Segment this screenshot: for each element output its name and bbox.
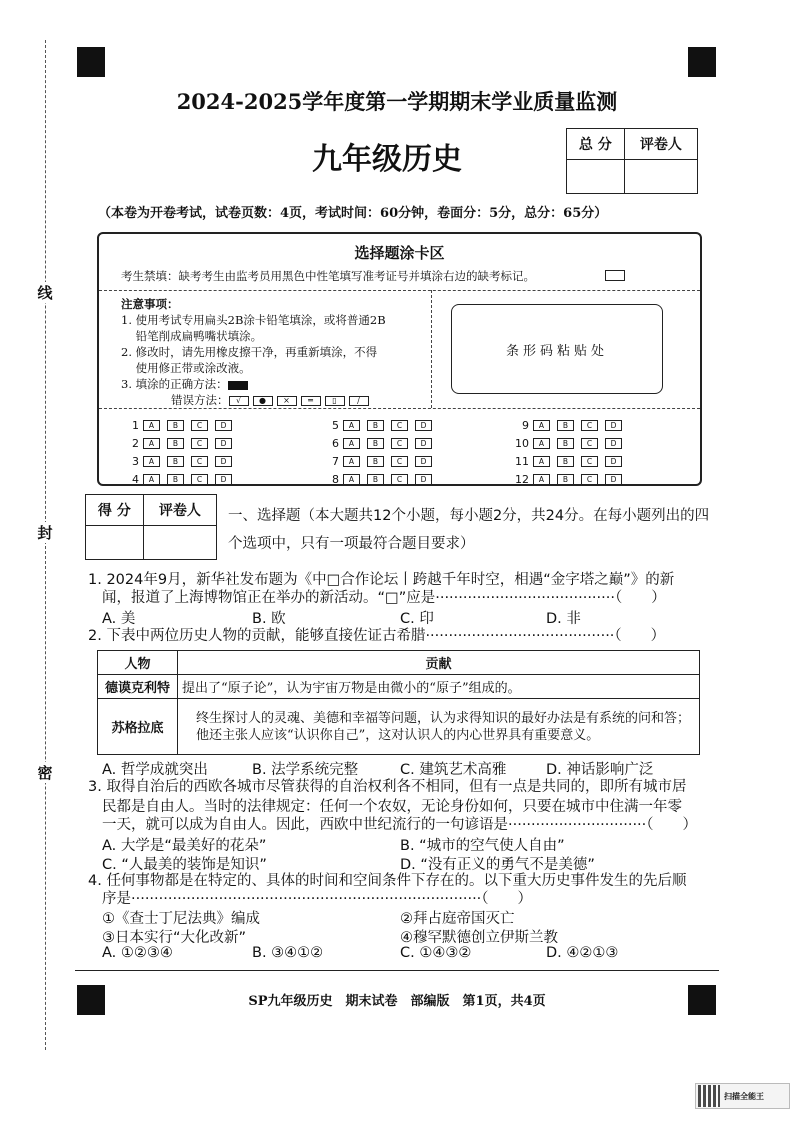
- answer-bubble[interactable]: A: [343, 438, 360, 449]
- q1-line1: 1. 2024年9月，新华社发布题为《中□合作论坛丨跨越千年时空，相遇“金字塔之巅”》的新: [88, 572, 675, 588]
- answer-bubble[interactable]: D: [415, 420, 432, 431]
- q1-option-a: A. 美: [102, 611, 136, 627]
- question-number: 3: [132, 455, 139, 468]
- q4-item-2: ②拜占庭帝国灭亡: [400, 911, 515, 927]
- answer-bubble[interactable]: C: [581, 456, 598, 467]
- q4-line2: 序是············································································（ ）: [102, 891, 533, 907]
- section-grader-cell[interactable]: [143, 526, 216, 560]
- answer-bubble[interactable]: B: [167, 438, 184, 449]
- q2-person-2: 苏格拉底: [98, 699, 178, 755]
- absent-mark-box[interactable]: [605, 270, 625, 281]
- note-line-wrong: [121, 392, 426, 408]
- wrong-mark-dot: ●: [253, 396, 273, 406]
- answer-bubble[interactable]: B: [367, 456, 384, 467]
- question-number: 10: [515, 437, 529, 450]
- answer-row: [121, 436, 239, 451]
- q2-option-b: B. 法学系统完整: [252, 762, 359, 778]
- answer-bubble[interactable]: C: [581, 474, 598, 485]
- answer-bubble[interactable]: D: [415, 438, 432, 449]
- exam-notice: （本卷为开卷考试，试卷页数：4页，考试时间：60分钟，卷面分：5分，总分：65分）: [98, 206, 608, 221]
- answer-row: [321, 454, 439, 469]
- q2-contribution-1: 提出了“原子论”，认为宇宙万物是由微小的“原子”组成的。: [178, 675, 700, 699]
- answer-card-title: 选择题涂卡区: [354, 244, 445, 262]
- answer-bubble[interactable]: A: [533, 438, 550, 449]
- answer-bubble[interactable]: A: [343, 456, 360, 467]
- total-score-cell[interactable]: [567, 160, 625, 194]
- q4-item-1: ①《查士丁尼法典》编成: [102, 911, 260, 927]
- section-grader-label: 评卷人: [143, 495, 216, 526]
- question-number: 11: [515, 455, 529, 468]
- total-score-box: [566, 128, 698, 194]
- scanner-logo-text: 扫描全能王: [724, 1091, 764, 1101]
- q1-line2: 闻，报道了上海博物馆正在举办的新活动。“□”应是·······································（ ）: [102, 590, 666, 606]
- answer-bubble[interactable]: A: [343, 420, 360, 431]
- barcode-area: 条形码粘贴处: [451, 304, 663, 394]
- answer-row: [321, 436, 439, 451]
- correct-fill-sample: [228, 381, 248, 390]
- answer-bubble[interactable]: A: [143, 474, 160, 485]
- total-score-label: 总 分: [567, 129, 625, 160]
- card-divider-vertical: [431, 290, 432, 408]
- section-score-label: 得 分: [86, 495, 144, 526]
- answer-bubble[interactable]: B: [557, 420, 574, 431]
- q2-option-d: D. 神话影响广泛: [546, 762, 654, 778]
- answer-bubble[interactable]: A: [143, 456, 160, 467]
- answer-bubble[interactable]: D: [215, 456, 232, 467]
- answer-row: [511, 454, 629, 469]
- q4-line1: 4. 任何事物都是在特定的、具体的时间和空间条件下存在的。以下重大历史事件发生的先后顺: [88, 873, 687, 889]
- note-line-correct: [121, 376, 426, 392]
- answer-bubble[interactable]: B: [167, 474, 184, 485]
- answer-bubble[interactable]: C: [391, 438, 408, 449]
- absent-notice: 考生禁填：缺考考生由监考员用黑色中性笔填写准考证号并填涂右边的缺考标记。: [121, 269, 535, 283]
- answer-bubble[interactable]: A: [143, 438, 160, 449]
- section-score-box: [85, 494, 217, 560]
- answer-bubble[interactable]: C: [191, 438, 208, 449]
- q4-item-3: ③日本实行“大化改新”: [102, 930, 247, 946]
- correct-method-label: 3. 填涂的正确方法：: [121, 377, 228, 391]
- answer-bubble[interactable]: A: [343, 474, 360, 485]
- answer-bubble[interactable]: D: [215, 474, 232, 485]
- q3-line1: 3. 取得自治后的西欧各城市尽管获得的自治权利各不相同，但有一点是共同的，即所有城市居: [88, 779, 687, 795]
- q3-option-b: B. “城市的空气使人自由”: [400, 838, 565, 854]
- binding-line: [45, 40, 46, 1050]
- answer-row: [121, 454, 239, 469]
- page-footer: SP九年级历史 期末试卷 部编版 第1页，共4页: [248, 994, 546, 1009]
- section-heading-line2: 个选项中，只有一项最符合题目要求）: [228, 536, 475, 552]
- answer-bubble[interactable]: C: [581, 438, 598, 449]
- card-notes: [121, 296, 426, 408]
- q2-contribution-2: 终生探讨人的灵魂、美德和幸福等问题，认为求得知识的最好办法是有系统的问和答；他还主张人应该“认识你自己”，这对认识人的内心世界具有重要意义。: [178, 699, 700, 755]
- wrong-mark-line: ═: [301, 396, 321, 406]
- card-divider-top: [99, 290, 700, 291]
- question-number: 6: [332, 437, 339, 450]
- answer-card: [97, 232, 702, 486]
- section-heading-line1: 一、选择题（本大题共12个小题，每小题2分，共24分。在每小题列出的四: [228, 508, 710, 524]
- wrong-mark-cross: ×: [277, 396, 297, 406]
- answer-bubble[interactable]: D: [215, 438, 232, 449]
- answer-bubble[interactable]: C: [391, 420, 408, 431]
- binding-char-feng: 封: [37, 524, 53, 542]
- answer-bubble[interactable]: D: [605, 474, 622, 485]
- total-grader-label: 评卷人: [624, 129, 697, 160]
- answer-bubble[interactable]: C: [391, 456, 408, 467]
- q4-option-b: B. ③④①②: [252, 945, 324, 961]
- q3-line3: 一天，就可以成为自由人。因此，西欧中世纪流行的一句谚语是······························（ ）: [102, 817, 698, 833]
- question-number: 9: [522, 419, 529, 432]
- answer-bubble[interactable]: A: [533, 456, 550, 467]
- answer-bubble[interactable]: D: [605, 456, 622, 467]
- notes-title: 注意事项：: [121, 297, 179, 311]
- q1-option-b: B. 欧: [252, 611, 286, 627]
- q2-table-header-person: 人物: [98, 651, 178, 675]
- answer-row: [121, 472, 239, 487]
- answer-bubble[interactable]: B: [367, 474, 384, 485]
- binding-char-mi: 密: [37, 764, 53, 782]
- answer-bubble[interactable]: B: [557, 438, 574, 449]
- answer-bubble[interactable]: B: [367, 420, 384, 431]
- answer-row: [321, 472, 439, 487]
- answer-bubble[interactable]: D: [415, 474, 432, 485]
- answer-bubble[interactable]: A: [143, 420, 160, 431]
- exam-main-title: 2024-2025学年度第一学期期末学业质量监测: [176, 89, 618, 114]
- question-number: 5: [332, 419, 339, 432]
- q4-option-c: C. ①④③②: [400, 945, 472, 961]
- answer-bubble[interactable]: D: [215, 420, 232, 431]
- answer-bubble[interactable]: D: [605, 438, 622, 449]
- note-line: 2. 修改时，请先用橡皮擦干净，再重新填涂，不得: [121, 345, 378, 359]
- answer-bubble[interactable]: D: [415, 456, 432, 467]
- q3-line2: 民都是自由人。当时的法律规定：任何一个农奴，无论身份如何，只要在城市中住满一年零: [102, 799, 682, 815]
- note-line: 使用修正带或涂改液。: [121, 361, 251, 375]
- answer-row: [511, 418, 629, 433]
- answer-row: [511, 436, 629, 451]
- answer-bubble[interactable]: C: [581, 420, 598, 431]
- q2-line1: 2. 下表中两位历史人物的贡献，能够直接佐证古希腊·········································（ ）: [88, 628, 666, 644]
- registration-mark-top-left: [77, 47, 105, 77]
- answer-bubble[interactable]: B: [367, 438, 384, 449]
- registration-mark-top-right: [688, 47, 716, 77]
- answer-bubble[interactable]: C: [391, 474, 408, 485]
- q2-option-a: A. 哲学成就突出: [102, 762, 208, 778]
- q4-item-4: ④穆罕默德创立伊斯兰教: [400, 930, 558, 946]
- exam-subject-title: 九年级历史: [312, 142, 462, 177]
- section-score-cell[interactable]: [86, 526, 144, 560]
- binding-char-xian: 线: [37, 284, 53, 302]
- answer-bubble[interactable]: B: [557, 474, 574, 485]
- note-line: 1. 使用考试专用扁头2B涂卡铅笔填涂，或将普通2B: [121, 313, 386, 327]
- answer-bubble[interactable]: B: [167, 456, 184, 467]
- wrong-method-label: 错误方法：: [171, 393, 229, 407]
- answer-bubble[interactable]: C: [191, 456, 208, 467]
- question-number: 4: [132, 473, 139, 486]
- question-number: 7: [332, 455, 339, 468]
- qr-code-icon: [698, 1085, 720, 1107]
- bottom-rule: [75, 970, 719, 971]
- question-number: 2: [132, 437, 139, 450]
- answer-bubble[interactable]: C: [191, 420, 208, 431]
- answer-row: [321, 418, 439, 433]
- answer-bubble[interactable]: A: [533, 474, 550, 485]
- question-number: 12: [515, 473, 529, 486]
- answer-bubble[interactable]: A: [533, 420, 550, 431]
- total-grader-cell[interactable]: [624, 160, 697, 194]
- q3-option-d: D. “没有正义的勇气不是美德”: [400, 857, 595, 873]
- answer-row: [121, 418, 239, 433]
- question-number: 1: [132, 419, 139, 432]
- answer-row: [511, 472, 629, 487]
- answer-bubble[interactable]: B: [167, 420, 184, 431]
- q2-person-1: 德谟克利特: [98, 675, 178, 699]
- q2-history-table: [97, 650, 700, 755]
- q1-option-c: C. 印: [400, 611, 434, 627]
- q4-option-d: D. ④②①③: [546, 945, 619, 961]
- card-divider-bottom: [99, 408, 700, 409]
- answer-bubble[interactable]: B: [557, 456, 574, 467]
- q3-option-c: C. “人最美的装饰是知识”: [102, 857, 267, 873]
- q2-table-header-contribution: 贡献: [178, 651, 700, 675]
- answer-bubble[interactable]: C: [191, 474, 208, 485]
- q3-option-a: A. 大学是“最美好的花朵”: [102, 838, 267, 854]
- wrong-mark-half: ▯: [325, 396, 345, 406]
- wrong-mark-slash: /: [349, 396, 369, 406]
- q2-option-c: C. 建筑艺术高雅: [400, 762, 507, 778]
- q4-option-a: A. ①②③④: [102, 945, 173, 961]
- question-number: 8: [332, 473, 339, 486]
- wrong-mark-check: √: [229, 396, 249, 406]
- answer-bubble[interactable]: D: [605, 420, 622, 431]
- q1-option-d: D. 非: [546, 611, 581, 627]
- note-line: 铅笔削成扁鸭嘴状填涂。: [121, 329, 263, 343]
- scanner-watermark: [695, 1083, 790, 1109]
